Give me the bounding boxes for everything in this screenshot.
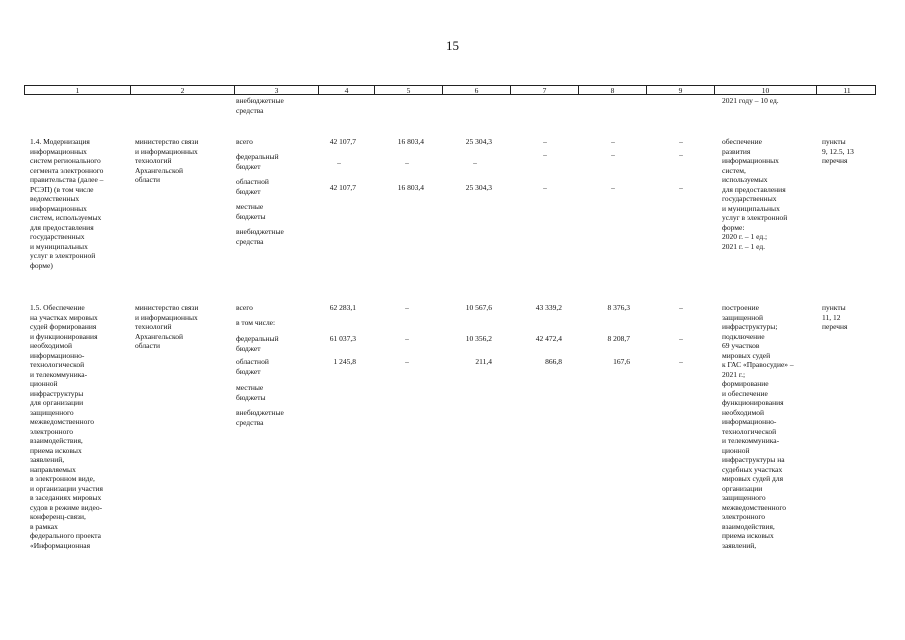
row-1-4-federal-c5: – bbox=[405, 158, 409, 167]
row-1-4-federal-c8: – bbox=[611, 150, 615, 159]
column-header-3: 3 bbox=[235, 86, 319, 94]
row-1-4-total-c6: 25 304,3 bbox=[465, 137, 492, 146]
row-1-4-federal-c7: – bbox=[543, 150, 547, 159]
row-1-4-total-c7: – bbox=[543, 137, 547, 146]
row-1-4-source-extrabudget: внебюджетные средства bbox=[236, 227, 284, 246]
row-1-5-source-extrabudget: внебюджетные средства bbox=[236, 408, 284, 427]
row-1-4-executor: министерство связи и информационных технологий Архангельской области bbox=[135, 137, 199, 184]
row-1-5-total-c7: 43 339,2 bbox=[535, 303, 562, 312]
row-1-5-total-c6: 10 567,6 bbox=[465, 303, 492, 312]
row-1-5-reference: пункты 11, 12 перечня bbox=[822, 303, 848, 331]
row-1-4-regional-c4: 42 107,7 bbox=[329, 183, 356, 192]
page-number: 15 bbox=[446, 38, 459, 53]
row-1-4-regional-c8: – bbox=[611, 183, 615, 192]
row-1-5-result: построение защищенной инфраструктуры; подключение 69 участков мировых судей к ГАС «Правосудие» – 2021 г.; формирование и обеспечение функционирования необходимой информационно- технологической и телекоммуника- ционной инфраструктуры на судебных участках мировых судей для организации защищенного межведомственного электронного взаимодействия, приема исковых заявлений, bbox=[722, 303, 794, 550]
row-1-5-source-total: всего bbox=[236, 303, 253, 312]
row-1-5-federal-c5: – bbox=[405, 334, 409, 343]
row-1-4-source-total: всего bbox=[236, 137, 253, 146]
row-1-5-executor: министерство связи и информационных технологий Архангельской области bbox=[135, 303, 199, 350]
column-header-1: 1 bbox=[25, 86, 131, 94]
row-1-4-federal-c9: – bbox=[679, 150, 683, 159]
row-1-5-total-c8: 8 376,3 bbox=[607, 303, 630, 312]
row-1-4-total-c8: – bbox=[611, 137, 615, 146]
carryover-result: 2021 году – 10 ед. bbox=[722, 96, 779, 105]
column-header-8: 8 bbox=[579, 86, 647, 94]
row-1-4-reference: пункты 9, 12.5, 13 перечня bbox=[822, 137, 854, 165]
row-1-5-source-local: местные бюджеты bbox=[236, 383, 266, 402]
row-1-5-federal-c9: – bbox=[679, 334, 683, 343]
row-1-5-federal-c4: 61 037,3 bbox=[329, 334, 356, 343]
row-1-5-federal-c8: 8 208,7 bbox=[607, 334, 630, 343]
row-1-4-regional-c6: 25 304,3 bbox=[465, 183, 492, 192]
column-header-9: 9 bbox=[647, 86, 715, 94]
column-header-11: 11 bbox=[843, 86, 851, 95]
row-1-5-regional-c6: 211,4 bbox=[475, 357, 492, 366]
row-1-4-total-c4: 42 107,7 bbox=[329, 137, 356, 146]
column-header-4: 4 bbox=[319, 86, 375, 94]
table-header-row bbox=[24, 85, 876, 95]
column-header-7: 7 bbox=[511, 86, 579, 94]
row-1-4-federal-c4: – bbox=[337, 158, 341, 167]
row-1-5-regional-c8: 167,6 bbox=[613, 357, 630, 366]
column-header-5: 5 bbox=[375, 86, 443, 94]
row-1-4-regional-c7: – bbox=[543, 183, 547, 192]
column-header-10: 10 bbox=[715, 86, 817, 94]
row-1-5-total-c9: – bbox=[679, 303, 683, 312]
row-1-5-total-c4: 62 283,1 bbox=[329, 303, 356, 312]
row-1-4-source-local: местные бюджеты bbox=[236, 202, 266, 221]
row-1-4-source-federal: федеральный бюджет bbox=[236, 152, 279, 171]
row-1-4-source-regional: областной бюджет bbox=[236, 177, 269, 196]
row-1-5-federal-c7: 42 472,4 bbox=[535, 334, 562, 343]
row-1-4-activity: 1.4. Модернизация информационных систем регионального сегмента электронного правительства (далее – РСЭП) (в том числе ведомственных информационных систем, используемых для предоставления государственных и муниципальных услуг в электронной форме) bbox=[30, 137, 104, 270]
row-1-5-federal-c6: 10 356,2 bbox=[465, 334, 492, 343]
row-1-4-regional-c5: 16 803,4 bbox=[397, 183, 424, 192]
row-1-5-source-federal: федеральный бюджет bbox=[236, 334, 279, 353]
row-1-5-activity: 1.5. Обеспечение на участках мировых судей формирования и функционирования необходимой информационно- технологической и телекоммуника- ционной инфраструктуры для организации защищенного межведомственного электронного взаимодействия, приема исковых заявлений, направляемых в электронном виде, и организации участия в заседаниях мировых судов в режиме видео- конференц-связи, в рамках федерального проекта «Информационная bbox=[30, 303, 103, 550]
row-1-5-regional-c7: 866,8 bbox=[545, 357, 562, 366]
row-1-4-result: обеспечение развития информационных систем, используемых для предоставления государственных и муниципальных услуг в электронной форме: 2020 г. – 1 ед.; 2021 г. – 1 ед. bbox=[722, 137, 788, 251]
row-1-4-total-c5: 16 803,4 bbox=[397, 137, 424, 146]
column-header-6: 6 bbox=[443, 86, 511, 94]
row-1-5-source-regional: областной бюджет bbox=[236, 357, 269, 376]
row-1-5-source-including: в том числе: bbox=[236, 318, 276, 327]
row-1-4-federal-c6: – bbox=[473, 158, 477, 167]
row-1-4-regional-c9: – bbox=[679, 183, 683, 192]
carryover-funding-source: внебюджетные средства bbox=[236, 96, 284, 115]
row-1-4-total-c9: – bbox=[679, 137, 683, 146]
row-1-5-total-c5: – bbox=[405, 303, 409, 312]
row-1-5-regional-c4: 1 245,8 bbox=[333, 357, 356, 366]
column-header-2: 2 bbox=[131, 86, 235, 94]
row-1-5-regional-c9: – bbox=[679, 357, 683, 366]
row-1-5-regional-c5: – bbox=[405, 357, 409, 366]
